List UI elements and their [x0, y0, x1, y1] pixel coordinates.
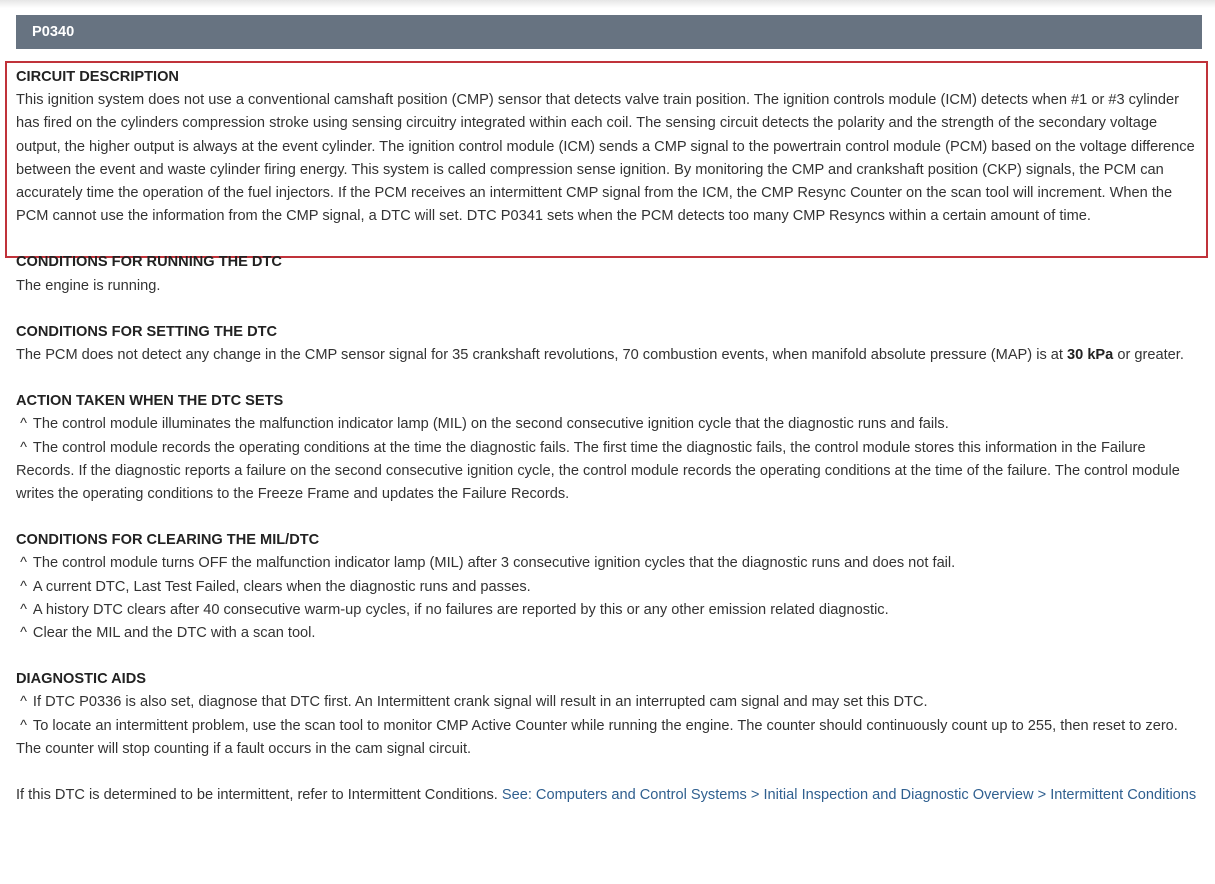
list-item-text: A history DTC clears after 40 consecutive warm-up cycles, if no failures are reported by this or any other emission related diagnostic.: [32, 601, 889, 618]
intermittent-paragraph: [16, 784, 1198, 807]
list-item: [16, 691, 1198, 714]
action-taken-section: [16, 390, 1198, 506]
list-item: [16, 552, 1198, 575]
caret-bullet-icon: ^: [20, 601, 27, 618]
section-title: CIRCUIT DESCRIPTION: [16, 69, 179, 85]
caret-bullet-icon: ^: [20, 694, 27, 711]
list-item: [16, 715, 1198, 761]
diagnostic-aids-section: [16, 668, 1198, 761]
dtc-code-header: [16, 15, 1202, 49]
circuit-description-section: [16, 66, 1198, 228]
dtc-content: [16, 66, 1198, 807]
setting-text-after: or greater.: [1113, 347, 1184, 364]
dtc-code-title: P0340: [32, 24, 75, 40]
section-title: CONDITIONS FOR RUNNING THE DTC: [16, 254, 282, 271]
caret-bullet-icon: ^: [20, 717, 27, 734]
top-shadow: [0, 0, 1215, 8]
conditions-clearing-section: [16, 529, 1198, 645]
section-title: CONDITIONS FOR CLEARING THE MIL/DTC: [16, 532, 320, 549]
list-item-text: If DTC P0336 is also set, diagnose that DTC first. An Intermittent crank signal will result in an interrupted cam signal and may set this DTC.: [32, 694, 928, 711]
map-pressure-value: 30 kPa: [1067, 347, 1114, 364]
list-item: [16, 576, 1198, 599]
list-item-text: A current DTC, Last Test Failed, clears when the diagnostic runs and passes.: [32, 578, 531, 595]
section-title: DIAGNOSTIC AIDS: [16, 671, 146, 688]
list-item: [16, 599, 1198, 622]
caret-bullet-icon: ^: [20, 625, 27, 642]
list-item: [16, 437, 1198, 507]
intermittent-text: If this DTC is determined to be intermittent, refer to Intermittent Conditions.: [16, 787, 502, 804]
conditions-setting-text: [16, 344, 1198, 367]
list-item-text: The control module turns OFF the malfunction indicator lamp (MIL) after 3 consecutive ignition cycles that the diagnostic runs and does not fail.: [32, 555, 956, 572]
caret-bullet-icon: ^: [20, 555, 27, 572]
list-item-text: The control module illuminates the malfunction indicator lamp (MIL) on the second consecutive ignition cycle that the diagnostic runs and fails.: [32, 416, 949, 433]
circuit-description-text: This ignition system does not use a conventional camshaft position (CMP) sensor that detects valve train position. The ignition controls module (ICM) detects when #1 or #3 cylinder has fired on the cylinders compression stroke using sensing circuitry integrated within each coil. The sensing circuit detects the polarity and the strength of the secondary voltage output, the higher output is always at the event cylinder. The ignition control module (ICM) sends a CMP signal to the powertrain control module (PCM) based on the voltage difference between the event and waste cylinder firing energy. This system is called compression sense ignition. By monitoring the CMP and crankshaft position (CKP) signals, the PCM can accurately time the operation of the fuel injectors. If the PCM receives an intermittent CMP signal from the ICM, the CMP Resync Counter on the scan tool will increment. When the PCM cannot use the information from the CMP signal, a DTC will set. DTC P0341 sets when the PCM detects too many CMP Resyncs within a certain amount of time.: [16, 92, 1195, 225]
list-item-text: To locate an intermittent problem, use the scan tool to monitor CMP Active Counter while running the engine. The counter should continuously count up to 255, then reset to zero. The counter will stop counting if a fault occurs in the cam signal circuit.: [16, 717, 1178, 757]
list-item: [16, 413, 1198, 436]
section-title: CONDITIONS FOR SETTING THE DTC: [16, 323, 278, 340]
setting-text-before: The PCM does not detect any change in the CMP sensor signal for 35 crankshaft revolutions, 70 combustion events, when manifold absolute pressure (MAP) is at: [16, 347, 1068, 364]
conditions-running-section: [16, 251, 1198, 297]
caret-bullet-icon: ^: [20, 416, 27, 433]
intermittent-conditions-link[interactable]: See: Computers and Control Systems > Initial Inspection and Diagnostic Overview > Intermittent Conditions: [501, 787, 1197, 804]
caret-bullet-icon: ^: [20, 578, 27, 595]
list-item-text: The control module records the operating conditions at the time the diagnostic fails. The first time the diagnostic fails, the control module stores this information in the Failure Records. If the diagnostic reports a failure on the second consecutive ignition cycle, the control module records the operating conditions at the time of the failure. The control module writes the operating conditions to the Freeze Frame and updates the Failure Records.: [16, 439, 1180, 503]
list-item-text: Clear the MIL and the DTC with a scan tool.: [32, 625, 316, 642]
conditions-running-text: The engine is running.: [16, 277, 161, 294]
caret-bullet-icon: ^: [20, 439, 27, 456]
section-title: ACTION TAKEN WHEN THE DTC SETS: [16, 393, 284, 410]
conditions-setting-section: [16, 321, 1198, 367]
intermittent-section: [16, 784, 1198, 807]
list-item: [16, 622, 1198, 645]
